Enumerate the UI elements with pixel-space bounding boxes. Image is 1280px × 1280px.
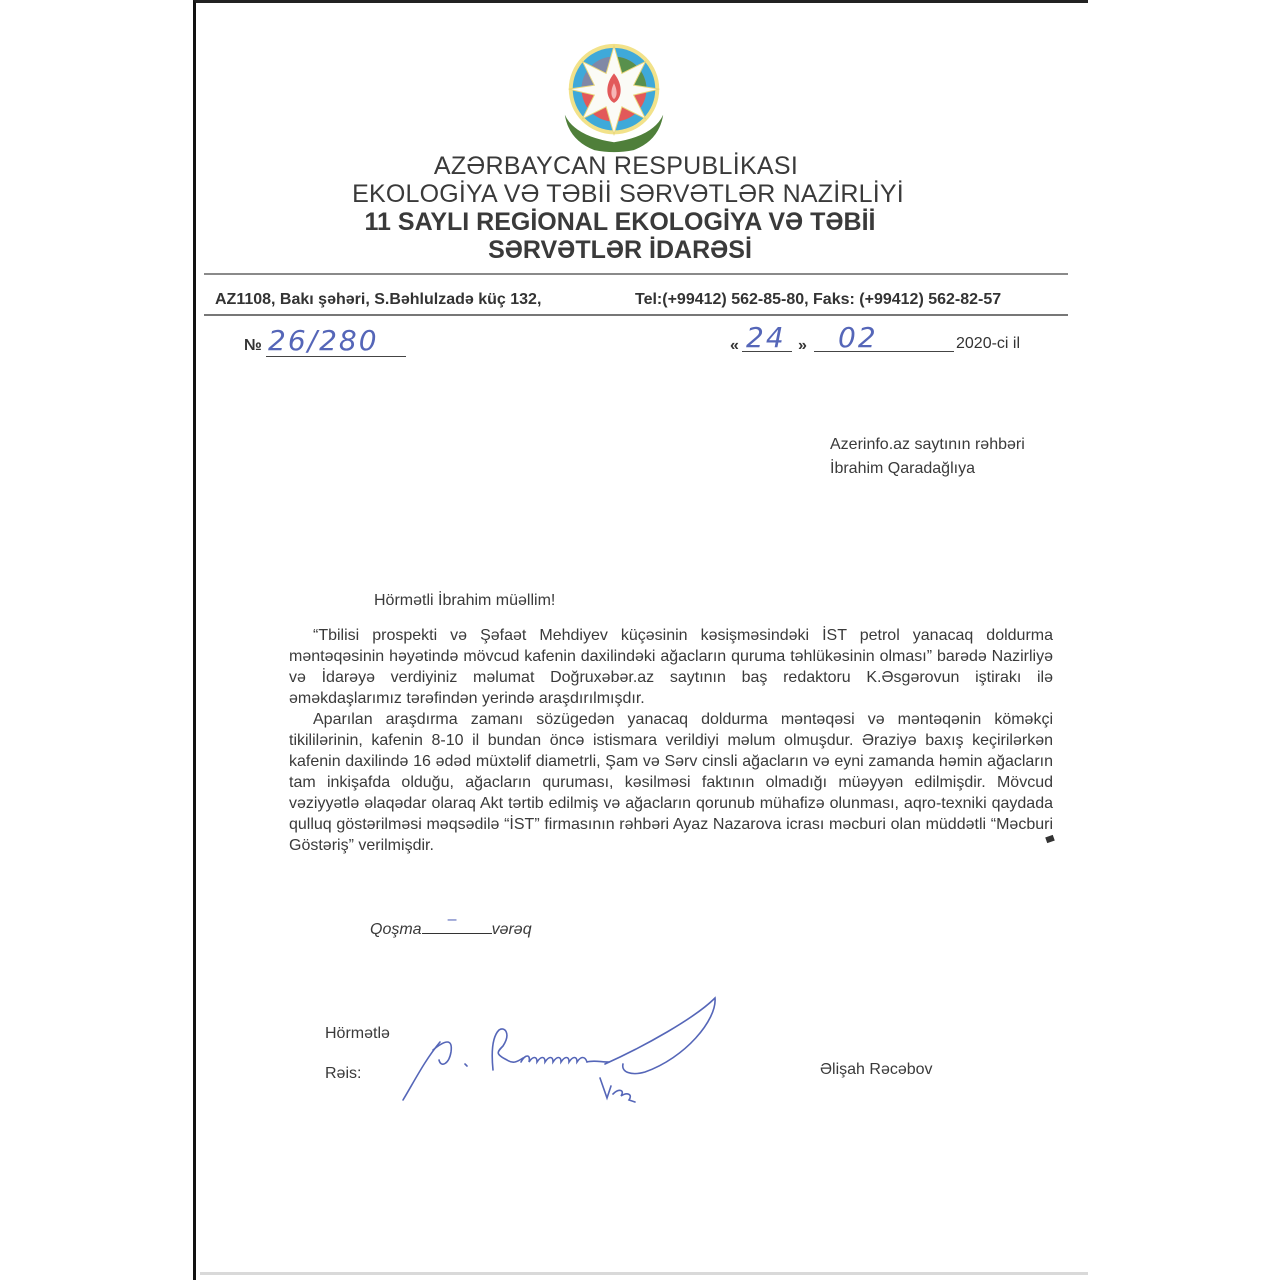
date-day-field — [742, 321, 792, 352]
attachment-blank — [422, 911, 492, 934]
handwritten-signature — [395, 990, 725, 1110]
letter-body — [289, 625, 1053, 856]
date-month: 02 — [838, 321, 878, 354]
header-republic: AZƏRBAYCAN RESPUBLİKASI — [433, 152, 799, 180]
phone-fax: Tel:(+99412) 562-85-80, Faks: (+99412) 562-82-57 — [635, 291, 1002, 308]
address: AZ1108, Bakı şəhəri, S.Bəhlulzadə küç 132, — [215, 291, 542, 308]
addressee-line-1: Azerinfo.az saytının rəhbəri — [830, 436, 1025, 453]
date-year: 2020-ci il — [956, 335, 1021, 352]
header-regional-office: 11 SAYLI REGİONAL EKOLOGİYA VƏ TƏBİİ — [364, 208, 876, 236]
reference-number-field — [266, 324, 406, 357]
reference-number: 26/280 — [268, 324, 379, 357]
date-close-quote: » — [798, 337, 807, 354]
attachment-count: – — [447, 911, 457, 928]
addressee-line-2: İbrahim Qaradağlıya — [830, 460, 975, 477]
attachment-unit: vərəq — [491, 921, 532, 938]
addressee — [830, 433, 1025, 481]
header-divider — [204, 273, 1068, 275]
state-emblem-icon — [555, 38, 673, 156]
body-paragraph-1: “Tbilisi prospekti və Şəfaət Mehdiyev küçəsinin kəsişməsindəki İST petrol yanacaq doldurma məntəqəsinin həyətində mövcud kafenin daxilindəki ağacların quruma təhlükəsinin olması” barədə Nazirliyə və İdarəyə verdiyiniz məlumat Doğruxəbər.az saytının baş redaktoru K.Əsgərovun iştirakı ilə əməkdaşlarımız tərəfindən yerində araşdırılmışdır. — [289, 627, 1053, 707]
reference-label: № — [244, 337, 262, 354]
closing-regards: Hörmətlə — [325, 1025, 390, 1042]
date-month-field — [814, 321, 954, 352]
body-paragraph-2: Aparılan araşdırma zamanı sözügedən yanacaq doldurma məntəqəsi və məntəqənin köməkçi tikililərinin, kafenin 8-10 il bundan öncə istismara verildiyi məlum olmuşdur. Əraziyə baxış keçirilərkən kafenin daxilində 16 ədəd müxtəlif diametrli, Şam və Sərv cinsli ağacların və eyni zamanda həmin ağacların tam inkişafda olduğu, ağacların quruması, kəsilməsi faktının olmadığı müəyyən edilmişdir. Mövcud vəziyyətlə əlaqədar olaraq Akt tərtib edilmiş və ağacların qorunub mühafizə olunması, aqro-texniki qaydada qulluq göstərilməsi məqsədilə “İST” firmasının rəhbəri Ayaz Nazarova icrası məcburi olan müddətli “Məcburi Göstəriş” verilmişdir. — [289, 711, 1053, 854]
header-regional-office-cont: SƏRVƏTLƏR İDARƏSİ — [488, 236, 752, 264]
signer-name: Əlişah Rəcəbov — [820, 1061, 933, 1078]
contact-divider — [204, 314, 1068, 316]
header-ministry: EKOLOGİYA VƏ TƏBİİ SƏRVƏTLƏR NAZİRLİYİ — [352, 180, 904, 208]
date-day: 24 — [746, 321, 786, 354]
salutation: Hörmətli İbrahim müəllim! — [374, 592, 556, 609]
attachment-line — [370, 911, 532, 939]
date-field — [730, 321, 1060, 361]
signer-title: Rəis: — [325, 1065, 362, 1082]
page-bottom-edge — [200, 1272, 1088, 1275]
attachment-label: Qoşma — [370, 921, 422, 938]
date-open-quote: « — [730, 337, 739, 354]
